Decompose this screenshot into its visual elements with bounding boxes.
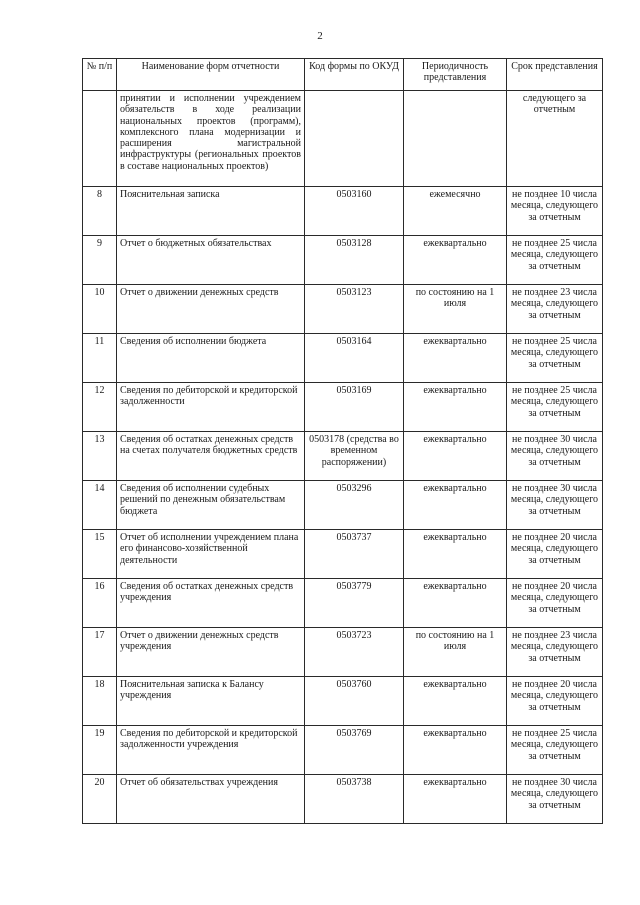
cell-name: Отчет о движении денежных средств учреждения xyxy=(117,628,305,677)
cell-term: не позднее 23 числа месяца, следующего за отчетным xyxy=(507,285,603,334)
cell-name: Сведения об остатках денежных средств учреждения xyxy=(117,579,305,628)
cell-name: Сведения об исполнении бюджета xyxy=(117,334,305,383)
cell-name: Отчет о движении денежных средств xyxy=(117,285,305,334)
cell-code: 0503779 xyxy=(305,579,404,628)
header-period: Периодичность представления xyxy=(404,59,507,91)
table-row xyxy=(83,481,603,530)
table-row xyxy=(83,530,603,579)
cell-name: Отчет об исполнении учреждением плана его финансово-хозяйственной деятельности xyxy=(117,530,305,579)
cell-period: ежеквартально xyxy=(404,432,507,481)
cell-period: ежеквартально xyxy=(404,236,507,285)
cell-term: не позднее 23 числа месяца, следующего за отчетным xyxy=(507,628,603,677)
cell-code: 0503769 xyxy=(305,726,404,775)
cell-code: 0503723 xyxy=(305,628,404,677)
header-term: Срок представления xyxy=(507,59,603,91)
cell-period: ежемесячно xyxy=(404,187,507,236)
cell-num: 13 xyxy=(83,432,117,481)
cell-num: 9 xyxy=(83,236,117,285)
cell-term: не позднее 20 числа месяца, следующего за отчетным xyxy=(507,530,603,579)
cell-period: ежеквартально xyxy=(404,530,507,579)
cell-num: 11 xyxy=(83,334,117,383)
cell-name: Пояснительная записка xyxy=(117,187,305,236)
cell-name: Отчет об обязательствах учреждения xyxy=(117,775,305,824)
cell-num: 12 xyxy=(83,383,117,432)
cell-term: не позднее 30 числа месяца, следующего за отчетным xyxy=(507,481,603,530)
cell-code: 0503164 xyxy=(305,334,404,383)
table-header-row xyxy=(83,59,603,91)
cell-code xyxy=(305,91,404,187)
cell-num: 15 xyxy=(83,530,117,579)
cell-period: ежеквартально xyxy=(404,677,507,726)
table-row xyxy=(83,726,603,775)
cell-code: 0503160 xyxy=(305,187,404,236)
cell-code: 0503128 xyxy=(305,236,404,285)
table-row-continued xyxy=(83,91,603,187)
cell-name: Сведения по дебиторской и кредиторской задолженности учреждения xyxy=(117,726,305,775)
cell-num: 16 xyxy=(83,579,117,628)
cell-code: 0503123 xyxy=(305,285,404,334)
cell-period: ежеквартально xyxy=(404,775,507,824)
cell-term: не позднее 10 числа месяца, следующего за отчетным xyxy=(507,187,603,236)
cell-num: 20 xyxy=(83,775,117,824)
cell-term: не позднее 30 числа месяца, следующего за отчетным xyxy=(507,775,603,824)
cell-code: 0503738 xyxy=(305,775,404,824)
cell-code: 0503760 xyxy=(305,677,404,726)
cell-period: ежеквартально xyxy=(404,481,507,530)
table-row xyxy=(83,236,603,285)
table-row xyxy=(83,677,603,726)
header-name: Наименование форм отчетности xyxy=(117,59,305,91)
cell-period: по состоянию на 1 июля xyxy=(404,285,507,334)
cell-period: ежеквартально xyxy=(404,579,507,628)
cell-code: 0503178 (средства во временном распоряжении) xyxy=(305,432,404,481)
header-num: № п/п xyxy=(83,59,117,91)
cell-num xyxy=(83,91,117,187)
cell-period: по состоянию на 1 июля xyxy=(404,628,507,677)
cell-name: Сведения по дебиторской и кредиторской задолженности xyxy=(117,383,305,432)
cell-name: Отчет о бюджетных обязательствах xyxy=(117,236,305,285)
cell-name: Пояснительная записка к Балансу учреждения xyxy=(117,677,305,726)
cell-term: не позднее 20 числа месяца, следующего за отчетным xyxy=(507,677,603,726)
cell-term: не позднее 20 числа месяца, следующего за отчетным xyxy=(507,579,603,628)
cell-period: ежеквартально xyxy=(404,726,507,775)
cell-num: 19 xyxy=(83,726,117,775)
cell-period: ежеквартально xyxy=(404,383,507,432)
cell-code: 0503296 xyxy=(305,481,404,530)
cell-term: не позднее 25 числа месяца, следующего за отчетным xyxy=(507,383,603,432)
cell-term: не позднее 25 числа месяца, следующего за отчетным xyxy=(507,726,603,775)
cell-num: 14 xyxy=(83,481,117,530)
cell-term: не позднее 25 числа месяца, следующего за отчетным xyxy=(507,236,603,285)
reporting-forms-table xyxy=(82,58,603,824)
header-code: Код формы по ОКУД xyxy=(305,59,404,91)
cell-term: не позднее 30 числа месяца, следующего за отчетным xyxy=(507,432,603,481)
cell-name: Сведения об остатках денежных средств на счетах получателя бюджетных средств xyxy=(117,432,305,481)
cell-term: не позднее 25 числа месяца, следующего за отчетным xyxy=(507,334,603,383)
cell-code: 0503169 xyxy=(305,383,404,432)
cell-term: следующего за отчетным xyxy=(507,91,603,187)
cell-num: 10 xyxy=(83,285,117,334)
table-row xyxy=(83,775,603,824)
table-row xyxy=(83,285,603,334)
table-row xyxy=(83,579,603,628)
page-number: 2 xyxy=(317,30,323,42)
cell-period: ежеквартально xyxy=(404,334,507,383)
table-row xyxy=(83,187,603,236)
table-row xyxy=(83,334,603,383)
cell-num: 18 xyxy=(83,677,117,726)
table-row xyxy=(83,432,603,481)
cell-num: 8 xyxy=(83,187,117,236)
cell-name: Сведения об исполнении судебных решений по денежным обязательствам бюджета xyxy=(117,481,305,530)
table-row xyxy=(83,383,603,432)
cell-period xyxy=(404,91,507,187)
cell-name: принятии и исполнении учреждением обязательств в ходе реализации национальных проектов (программ), комплексного плана модернизации и расширения магистральной инфраструктуры (региональных проектов в составе национальных проектов) xyxy=(117,91,305,187)
cell-code: 0503737 xyxy=(305,530,404,579)
table-row xyxy=(83,628,603,677)
cell-num: 17 xyxy=(83,628,117,677)
